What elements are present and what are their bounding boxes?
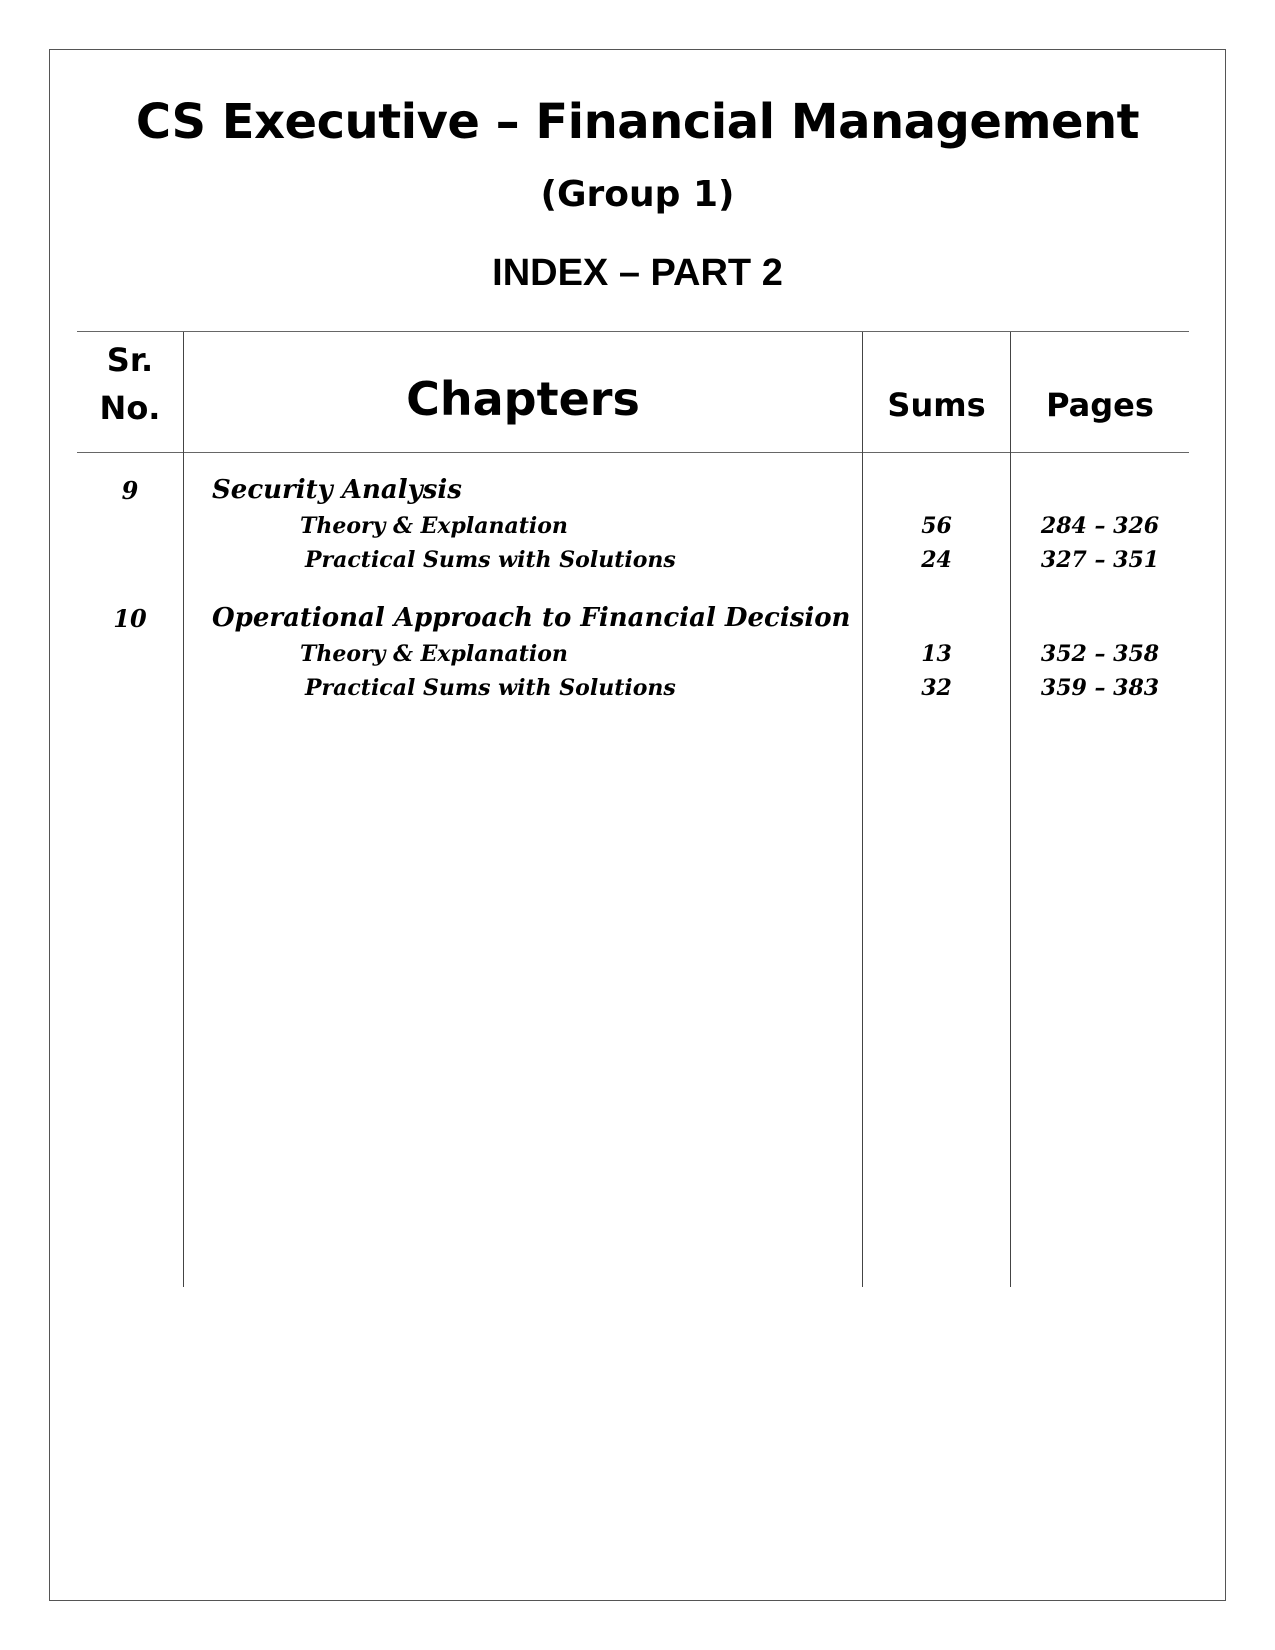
chapter-subitem-label: Practical Sums with Solutions: [305, 675, 676, 701]
subitem-sums-count: 13: [921, 641, 952, 667]
row-sr-number: 10: [113, 604, 147, 633]
chapter-subitem-label: Practical Sums with Solutions: [305, 547, 676, 573]
subitem-sums-count: 24: [921, 547, 952, 573]
table-header-rule: [77, 452, 1189, 453]
column-header-pages: Pages: [1046, 386, 1154, 424]
table-top-rule: [77, 331, 1189, 332]
column-header-sr-no: [77, 336, 183, 432]
column-header-sums: Sums: [887, 386, 986, 424]
chapter-title: Security Analysis: [212, 475, 462, 505]
subitem-page-range: 327 – 351: [1040, 547, 1160, 573]
column-divider-sums: [1010, 332, 1011, 1287]
column-divider-sr: [183, 332, 184, 1287]
document-subtitle-group: (Group 1): [540, 174, 735, 215]
subitem-page-range: 284 – 326: [1040, 513, 1160, 539]
subitem-page-range: 352 – 358: [1040, 641, 1160, 667]
chapter-subitem-label: Theory & Explanation: [300, 641, 568, 667]
document-title: CS Executive – Financial Management: [135, 94, 1140, 150]
subitem-sums-count: 56: [921, 513, 952, 539]
column-header-sr-line2: No.: [99, 389, 161, 427]
subitem-page-range: 359 – 383: [1040, 675, 1160, 701]
row-sr-number: 9: [121, 476, 139, 505]
subitem-sums-count: 32: [921, 675, 952, 701]
chapter-subitem-label: Theory & Explanation: [300, 513, 568, 539]
index-heading: INDEX – PART 2: [492, 252, 783, 294]
column-divider-chapters: [862, 332, 863, 1287]
column-header-sr-line1: Sr.: [106, 341, 154, 379]
column-header-chapters: Chapters: [406, 372, 640, 426]
chapter-title: Operational Approach to Financial Decision: [212, 603, 851, 633]
